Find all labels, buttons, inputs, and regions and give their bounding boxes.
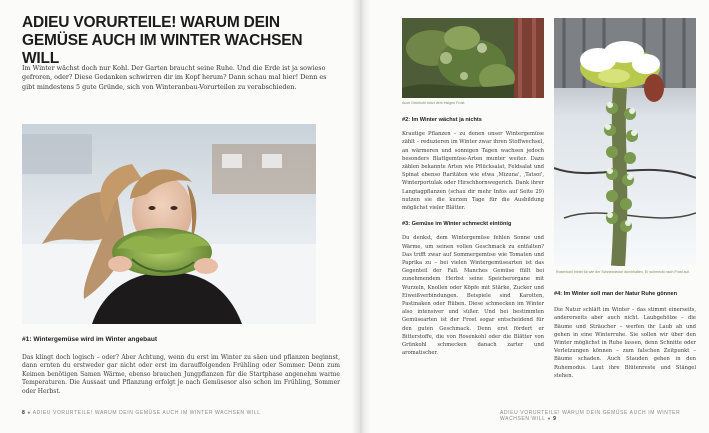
section-2-text: Krautige Pflanzen – zu denen unser Wintergemüse zählt – reduzieren im Winter zwar ihren Stoffwechsel, an wärmeren und sonnigen Tagen wachsen jedoch besonders Blattgemüse-Arten munter weiter. Dazu zählen bekannte Arten wie Pflücksalat, Feldsalat und Spinat ebenso Raritäten wie etwa ‚Mizuna', ‚Tatsoi', Winterportulak oder Hirschhornwegerich. Dank ihrer Langtagpflanzen (schau dir mehr Infos auf Seite 29) nutzen sie die kurzen Tage für die Ausbildung möglichst vieler Blätter. (402, 131, 544, 212)
section-3-heading: #3: Gemüse im Winter schmeckt eintönig (402, 221, 512, 228)
intro-paragraph: Im Winter wächst doch nur Kohl. Der Garten braucht seine Ruhe. Und die Erde ist ja sowieso gefroren, oder? Diese Gedanken schwirren dir im Kopf herum? Dann schau mal hier! Denn es gibt mindestens 5 gute Gründe, sich von Winteranbau-Vorurteilen zu verabschieden. (22, 64, 327, 91)
woman-eating-kale-photo (22, 124, 316, 324)
page-number-left: 8 (22, 410, 26, 416)
section-4-text: Die Natur schläft im Winter – das stimmt einerseits, andererseits aber auch nicht. Laubgehölze – die Bäume und Sträucher – werfen ihr Laub ab und gehen in eine Winterruhe. Sie sollen wir über den Winter möglichst in Ruhe lassen, denn Schnitte oder Verletzungen können – zum falschen Zeitpunkt – Bäume schaden. Auch Stauden gehen in den Ruhemodus. Laut ihre Blütenreste und Stängel stehen. (554, 307, 696, 379)
folio-bullet-left: ● (27, 410, 33, 416)
page-gutter (352, 0, 370, 433)
snowy-brussels-sprout-stalk-photo (554, 18, 696, 266)
folio-right (500, 410, 709, 422)
middle-column (402, 116, 544, 365)
kale-photo-caption: Auch Grünkohl trotzt dem eisigen Frost. (402, 101, 466, 105)
section-2-heading: #2: Im Winter wächst ja nichts (402, 117, 482, 123)
folio-bullet-right: ● (547, 416, 554, 422)
section-1-text: Das klingt doch logisch – oder? Aber Achtung, wenn du erst im Winter zu säen und pflanzen beginnst, dann ernten du erstweder gar nicht oder erst im darauffolgenden Frühling oder Sommer. Denn zum Keimen benötigen Samen Wärme, ebenso brauchen Jungpflanzen für die Startphase angenehm warme Temperaturen. Die Aussaat und Pflanzung erfolgt je nach Gemüsesor also schon im Frühling, Sommer oder Herbst. (22, 353, 340, 395)
page-title: ADIEU VORURTEILE! WARUM DEIN GEMÜSE AUCH IM WINTER WACHSEN WILL (22, 14, 303, 67)
frosted-kale-photo (402, 18, 544, 98)
section-1-heading: #1: Wintergemüse wird im Winter angebaut (22, 336, 158, 343)
folio-left (22, 410, 261, 416)
running-head-left: ADIEU VORURTEILE! WARUM DEIN GEMÜSE AUCH IM WINTER WACHSEN WILL (32, 410, 261, 416)
section-1 (22, 336, 340, 397)
page-number-right: 9 (553, 416, 557, 422)
right-column (554, 290, 696, 380)
section-4-heading: #4: Im Winter soll man der Natur Ruhe gönnen (554, 291, 678, 297)
section-3-text: Du denkst, dem Wintergemüse fehlen Sonne und Wärme, um seinen vollen Geschmack zu entfalten? Das trifft zwar auf Sommergemüse wie Tomaten und Paprika zu – bei vielen Wintergemüsearten ist das Gegenteil der Fall. Manches Gemüse füllt bei zunehmendem Herbst seine Speicherorgane mit Wurzeln, Knollen oder Köpfe mit Stärke, Zucker und Eiweißverbindungen. Beispiele sind Karotten, Pastinaken oder Rüben. Diese schmecken im Winter also intensiver und süßer. Und bei bestimmten Gemüsearten ist der Frost sogar entscheidend für den guten Geschmack. Denn erst fördert er Bitterstoffe, die von Rosenkohl oder die Blätter von Grünkohl schmecken danach zarter und aromatischer. (402, 235, 544, 357)
running-head-right: ADIEU VORURTEILE! WARUM DEIN GEMÜSE AUCH IM WINTER WACHSEN WILL (500, 410, 681, 422)
sprout-photo-caption: Rosenkohl bleibt für wie der Schneedecke durchhalten. Er schmeckt nach Frost auf. (556, 270, 690, 274)
